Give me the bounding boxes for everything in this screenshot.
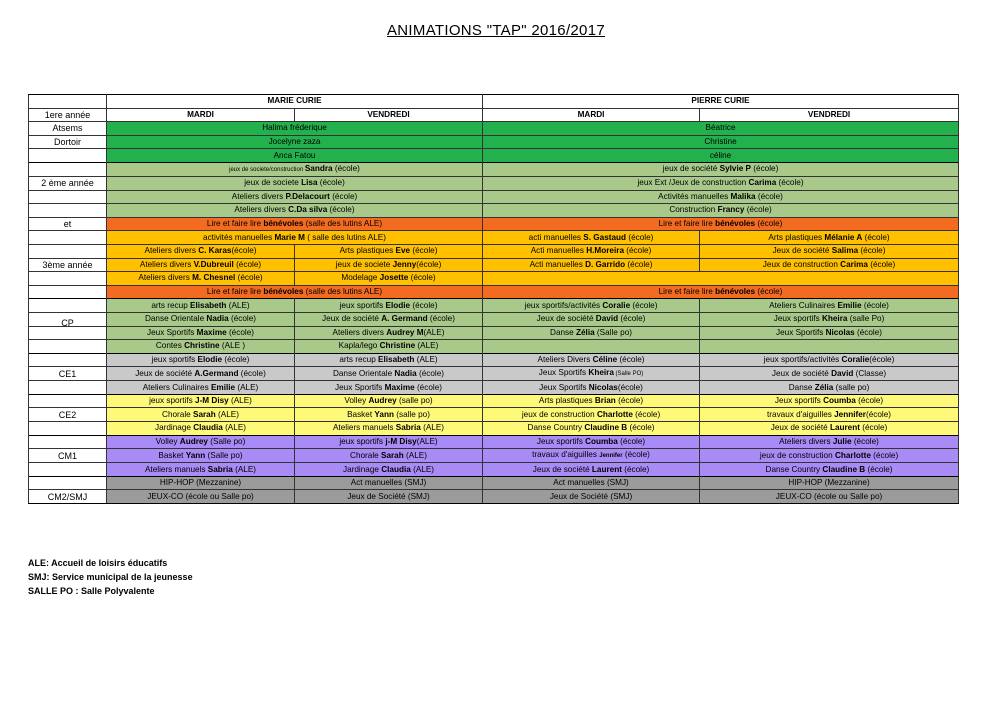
cell-marie-curie: activités manuelles Marie M ( salle des lutins ALE) [107, 231, 483, 245]
cell-marie-vendredi: Ateliers manuels Sabria (ALE) [295, 422, 483, 436]
cell-pierre-vendredi: HIP-HOP (Mezzanine) [700, 476, 959, 490]
cell-pierre-curie: Construction Francy (école) [483, 204, 959, 218]
cell-marie-curie: Lire et faire lire bénévoles (salle des lutins ALE) [107, 217, 483, 231]
label-empty [29, 326, 107, 340]
label-dortoir: Dortoir [29, 135, 107, 149]
header-mardi: MARDI [483, 108, 700, 122]
cell-marie-vendredi: Jardinage Claudia (ALE) [295, 463, 483, 477]
legend-ale: ALE: Accueil de loisirs éducatifs [28, 558, 168, 568]
cell-pierre-empty [483, 340, 700, 354]
label-empty [29, 149, 107, 163]
cell-marie-vendredi: Modelage Josette (école) [295, 272, 483, 286]
table-row [29, 312, 959, 326]
legend-salle-po: SALLE PO : Salle Polyvalente [28, 586, 155, 596]
table-row [29, 149, 959, 163]
table-row [29, 244, 959, 258]
cell-marie-curie: Lire et faire lire bénévoles (salle des lutins ALE) [107, 285, 483, 299]
cell-marie-vendredi: jeux sportifs j-M Disy(ALE) [295, 435, 483, 449]
cell-pierre-vendredi: JEUX-CO (école ou Salle po) [700, 490, 959, 504]
label-empty [29, 162, 107, 176]
cell-pierre-empty [700, 340, 959, 354]
cell-pierre-vendredi: jeux sportifs/activités Coralie(école) [700, 353, 959, 367]
label-empty [29, 353, 107, 367]
cell-pierre-vendredi: jeux de construction Charlotte (école) [700, 449, 959, 463]
cell-marie-vendredi: Act manuelles (SMJ) [295, 476, 483, 490]
cell-pierre-mardi: Danse Country Claudine B (école) [483, 422, 700, 436]
header-vendredi: VENDREDI [295, 108, 483, 122]
table-row [29, 190, 959, 204]
label-cm1: CM1 [29, 449, 107, 463]
cell-pierre-mardi: Jeux sportifs Coumba (école) [483, 435, 700, 449]
cell-pierre-curie: Activités manuelles Malika (école) [483, 190, 959, 204]
cell-pierre-mardi: travaux d'aiguilles Jennifer (école) [483, 449, 700, 463]
cell-pierre-mardi: acti manuelles S. Gastaud (école) [483, 231, 700, 245]
cell-marie-mardi: jeux sportifs Elodie (école) [107, 353, 295, 367]
cell-pierre-vendredi: Ateliers Culinaires Emilie (école) [700, 299, 959, 313]
cell-marie-mardi: Contes Christine (ALE ) [107, 340, 295, 354]
header-mardi: MARDI [107, 108, 295, 122]
cell-pierre-vendredi: Danse Country Claudine B (école) [700, 463, 959, 477]
table-row [29, 449, 959, 463]
table-row [29, 258, 959, 272]
header-row-schools [29, 95, 959, 109]
table-row [29, 353, 959, 367]
cell-pierre-mardi: Arts plastiques Brian (école) [483, 394, 700, 408]
label-empty [29, 204, 107, 218]
cell-pierre-vendredi: Jeux de construction Carima (école) [700, 258, 959, 272]
cell-pierre-mardi: Jeux Sportifs Kheira (Salle PO) [483, 367, 700, 381]
cell-pierre-curie: Christine [483, 135, 959, 149]
cell-marie-vendredi: Danse Orientale Nadia (école) [295, 367, 483, 381]
cell-marie-vendredi: Jeux Sportifs Maxime (école) [295, 381, 483, 395]
cell-marie-mardi: jeux sportifs J-M Disy (ALE) [107, 394, 295, 408]
cell-pierre-mardi: Jeux de société Laurent (école) [483, 463, 700, 477]
cell-pierre-mardi: Danse Zélia (Salle po) [483, 326, 700, 340]
label-ce1: CE1 [29, 367, 107, 381]
label-empty [29, 231, 107, 245]
cell-pierre-vendredi: Ateliers divers Julie (école) [700, 435, 959, 449]
label-et: et [29, 217, 107, 231]
cell-marie-vendredi: Jeux de Société (SMJ) [295, 490, 483, 504]
cell-pierre-curie: jeux Ext /Jeux de construction Carima (école) [483, 176, 959, 190]
cell-pierre-vendredi: Arts plastiques Mélanie A (école) [700, 231, 959, 245]
cell-marie-mardi: Volley Audrey (Salle po) [107, 435, 295, 449]
cell-pierre-curie: jeux de société Sylvie P (école) [483, 162, 959, 176]
table-row [29, 463, 959, 477]
cell-pierre-mardi: Act manuelles (SMJ) [483, 476, 700, 490]
cell-marie-mardi: Jardinage Claudia (ALE) [107, 422, 295, 436]
cell-pierre-mardi: Jeux de Société (SMJ) [483, 490, 700, 504]
table-row [29, 408, 959, 422]
label-empty [29, 244, 107, 258]
table-row [29, 435, 959, 449]
cell-marie-mardi: JEUX-CO (école ou Salle po) [107, 490, 295, 504]
legend-smj: SMJ: Service municipal de la jeunesse [28, 572, 193, 582]
table-row [29, 490, 959, 504]
cell-pierre-vendredi: Jeux de société Salima (école) [700, 244, 959, 258]
table-row [29, 299, 959, 313]
cell-pierre-mardi: Jeux Sportifs Nicolas(école) [483, 381, 700, 395]
cell-pierre-mardi: Ateliers Divers Céline (école) [483, 353, 700, 367]
label-cm2-smj: CM2/SMJ [29, 490, 107, 504]
table-row [29, 394, 959, 408]
label-3eme-annee: 3ème année [29, 258, 107, 272]
label-empty [29, 463, 107, 477]
document-title: ANIMATIONS "TAP" 2016/2017 [387, 22, 605, 39]
table-row [29, 381, 959, 395]
cell-pierre-vendredi: Jeux de société David (Classe) [700, 367, 959, 381]
cell-marie-mardi: Jeux Sportifs Maxime (école) [107, 326, 295, 340]
cell-pierre-vendredi: travaux d'aiguilles Jennifer(école) [700, 408, 959, 422]
label-1ere-annee: 1ere année [29, 108, 107, 122]
table-row [29, 176, 959, 190]
cell-marie-curie: jeux de societe/construction Sandra (école) [107, 162, 483, 176]
table-row [29, 326, 959, 340]
cell-marie-mardi: HIP-HOP (Mezzanine) [107, 476, 295, 490]
label-empty [29, 190, 107, 204]
cell-marie-vendredi: jeux sportifs Elodie (école) [295, 299, 483, 313]
cell-pierre-curie: Lire et faire lire bénévoles (école) [483, 217, 959, 231]
label-empty [29, 422, 107, 436]
cell-marie-vendredi: Chorale Sarah (ALE) [295, 449, 483, 463]
label-empty [29, 340, 107, 354]
label-atsems: Atsems [29, 122, 107, 136]
cell-marie-mardi: Basket Yann (Salle po) [107, 449, 295, 463]
label-empty [29, 272, 107, 286]
cell-marie-curie: Anca Fatou [107, 149, 483, 163]
cell-pierre-vendredi: Jeux sportifs Kheira (salle Po) [700, 312, 959, 326]
cell-marie-mardi: Jeux de société A.Germand (école) [107, 367, 295, 381]
cell-pierre-mardi: jeux sportifs/activités Coralie (école) [483, 299, 700, 313]
cell-pierre-empty [483, 272, 959, 286]
cell-marie-mardi: Danse Orientale Nadia (école) [107, 312, 295, 326]
cell-marie-vendredi: Arts plastiques Eve (école) [295, 244, 483, 258]
label-2eme-annee: 2 ème année [29, 176, 107, 190]
header-vendredi: VENDREDI [700, 108, 959, 122]
cell-pierre-curie: céline [483, 149, 959, 163]
cell-marie-vendredi: Jeux de société A. Germand (école) [295, 312, 483, 326]
table-row [29, 204, 959, 218]
cell-marie-vendredi: jeux de societe Jenny(école) [295, 258, 483, 272]
label-ce2: CE2 [29, 408, 107, 422]
header-marie-curie: MARIE CURIE [107, 95, 483, 109]
table-row [29, 340, 959, 354]
cell-pierre-vendredi: Jeux de société Laurent (école) [700, 422, 959, 436]
label-empty [29, 476, 107, 490]
label-empty [29, 285, 107, 299]
table-row [29, 272, 959, 286]
table-row [29, 217, 959, 231]
cell-marie-vendredi: Kapla/lego Christine (ALE) [295, 340, 483, 354]
cell-pierre-vendredi: Jeux Sportifs Nicolas (école) [700, 326, 959, 340]
table-row [29, 422, 959, 436]
cell-marie-curie: jeux de societe Lisa (école) [107, 176, 483, 190]
cell-marie-mardi: Chorale Sarah (ALE) [107, 408, 295, 422]
cell-marie-curie: Ateliers divers P.Delacourt (école) [107, 190, 483, 204]
table-row [29, 162, 959, 176]
cell-marie-mardi: Ateliers Culinaires Emilie (ALE) [107, 381, 295, 395]
corner-cell [29, 95, 107, 109]
cell-pierre-mardi: Acti manuelles H.Moreira (école) [483, 244, 700, 258]
cell-marie-mardi: Ateliers divers V.Dubreuil (école) [107, 258, 295, 272]
cell-marie-curie: Ateliers divers C.Da silva (école) [107, 204, 483, 218]
label-empty [29, 299, 107, 313]
cell-marie-mardi: arts recup Elisabeth (ALE) [107, 299, 295, 313]
cell-pierre-mardi: Acti manuelles D. Garrido (école) [483, 258, 700, 272]
table-row [29, 476, 959, 490]
table-row [29, 367, 959, 381]
header-pierre-curie: PIERRE CURIE [483, 95, 959, 109]
label-cp: CP [29, 312, 107, 326]
label-empty [29, 381, 107, 395]
header-row-days [29, 108, 959, 122]
cell-marie-mardi: Ateliers divers M. Chesnel (école) [107, 272, 295, 286]
cell-marie-vendredi: Volley Audrey (salle po) [295, 394, 483, 408]
legend [28, 556, 193, 598]
cell-marie-mardi: Ateliers manuels Sabria (ALE) [107, 463, 295, 477]
cell-pierre-mardi: jeux de construction Charlotte (école) [483, 408, 700, 422]
cell-pierre-curie: Lire et faire lire bénévoles (école) [483, 285, 959, 299]
cell-marie-curie: Jocelyne zaza [107, 135, 483, 149]
cell-pierre-curie: Béatrice [483, 122, 959, 136]
cell-marie-curie: Halima fréderique [107, 122, 483, 136]
cell-marie-vendredi: Ateliers divers Audrey M(ALE) [295, 326, 483, 340]
table-row [29, 231, 959, 245]
label-empty [29, 394, 107, 408]
cell-pierre-mardi: Jeux de société David (école) [483, 312, 700, 326]
table-row [29, 122, 959, 136]
cell-marie-vendredi: arts recup Elisabeth (ALE) [295, 353, 483, 367]
tap-schedule-table [28, 94, 959, 504]
cell-marie-mardi: Ateliers divers C. Karas(école) [107, 244, 295, 258]
table-row [29, 135, 959, 149]
cell-pierre-vendredi: Danse Zélia (salle po) [700, 381, 959, 395]
table-row [29, 285, 959, 299]
cell-pierre-vendredi: Jeux sportifs Coumba (école) [700, 394, 959, 408]
label-empty [29, 435, 107, 449]
cell-marie-vendredi: Basket Yann (salle po) [295, 408, 483, 422]
